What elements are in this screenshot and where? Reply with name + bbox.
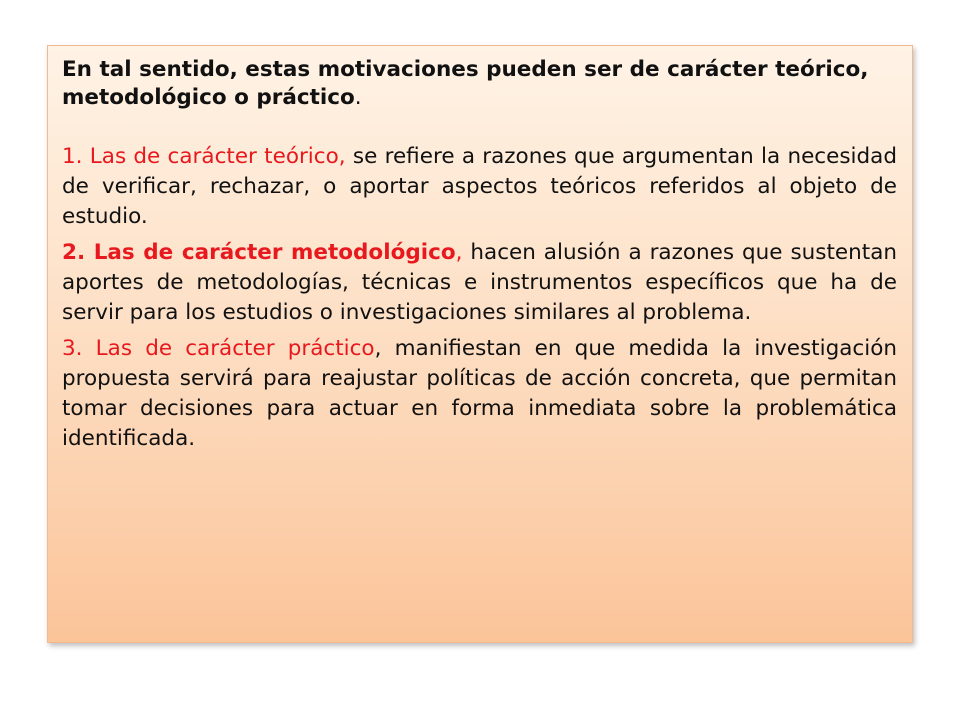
- item-separator: ,: [374, 336, 382, 361]
- item-body-practical: manifiestan en que medida la investigación propuesta servirá para reajustar políticas de acción concreta, que permitan tomar decisiones para actuar en forma inmediata sobre la problemática identificada.: [62, 336, 897, 451]
- item-heading-methodological: 2. Las de carácter metodológico: [62, 240, 456, 265]
- item-body-methodological: hacen alusión a razones que sustentan aportes de metodologías, técnicas e instrumentos específicos que ha de servir para los estudios o investigaciones similares al problema.: [62, 240, 897, 325]
- intro-text: En tal sentido, estas motivaciones pueden ser de carácter teórico, metodológico o práctico: [62, 57, 869, 110]
- list-item-practical: [62, 334, 897, 454]
- list-item-theoretical: [62, 142, 897, 232]
- item-heading-practical: 3. Las de carácter práctico: [62, 336, 375, 361]
- intro-paragraph: [62, 56, 897, 112]
- list-item-methodological: [62, 238, 897, 328]
- item-body-theoretical: se refiere a razones que argumentan la necesidad de verificar, rechazar, o aportar aspectos teóricos referidos al objeto de estudio.: [62, 144, 897, 229]
- item-heading-theoretical: 1. Las de carácter teórico: [62, 144, 339, 169]
- content-text-box: [47, 45, 913, 643]
- intro-period: .: [354, 85, 362, 110]
- item-separator: ,: [455, 240, 463, 265]
- item-separator: ,: [338, 144, 346, 169]
